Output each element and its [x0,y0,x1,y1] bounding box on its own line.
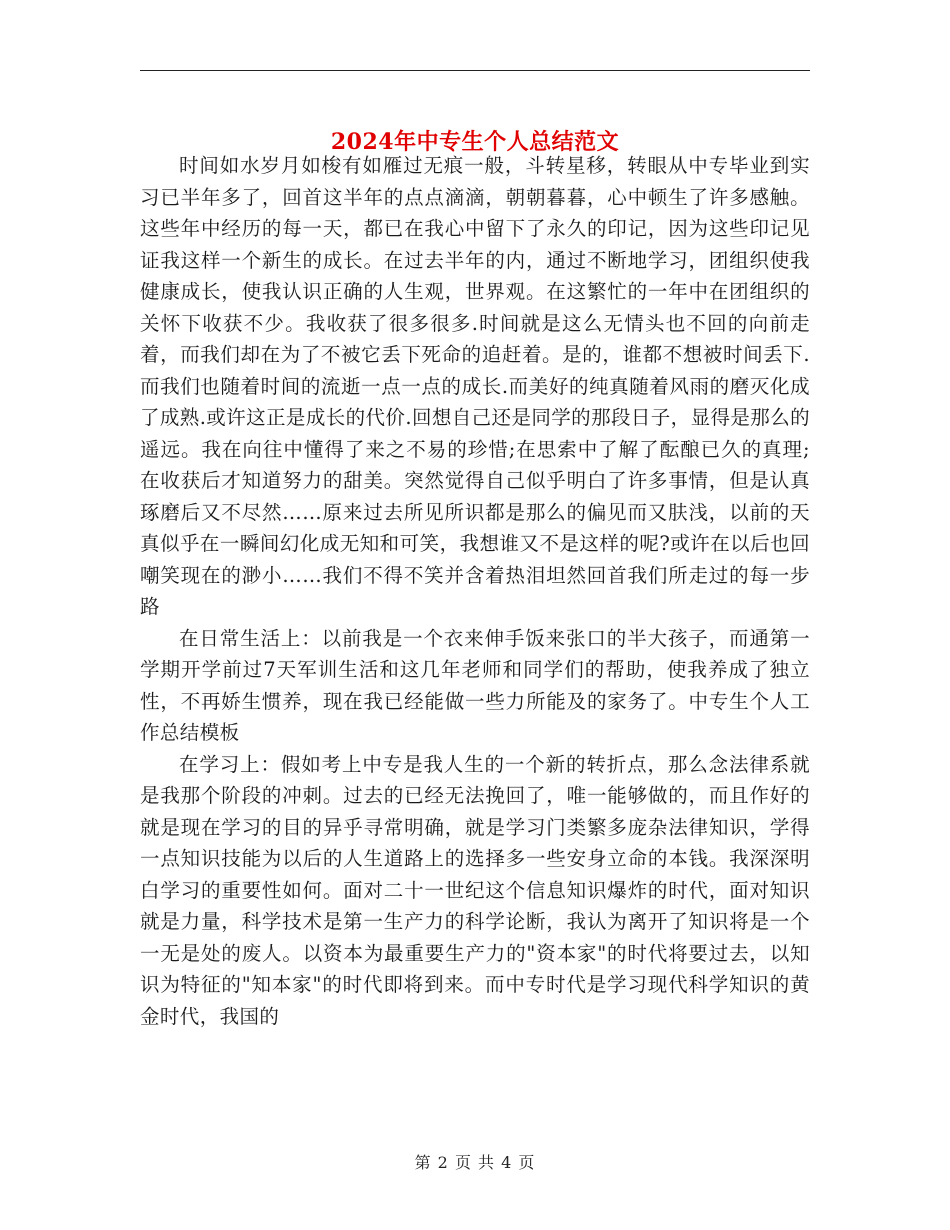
page-number: 第 2 页 共 4 页 [414,1153,536,1172]
paragraph-daily-life: 在日常生活上：以前我是一个衣来伸手饭来张口的半大孩子，而通第一学期开学前过7天军训生活和这几年老师和同学们的帮助，使我养成了独立性，不再娇生惯养，现在我已经能做一些力所能及的家务了。中专生个人工作总结模板 [140,626,810,744]
paragraph-study: 在学习上：假如考上中专是我人生的一个新的转折点，那么念法律系就是我那个阶段的冲刺。过去的已经无法挽回了，唯一能够做的，而且作好的就是现在学习的目的异乎寻常明确，就是学习门类繁多庞杂法律知识，学得一点知识技能为以后的人生道路上的选择多一些安身立命的本钱。我深深明白学习的重要性如何。面对二十一世纪这个信息知识爆炸的时代，面对知识就是力量，科学技术是第一生产力的科学论断，我认为离开了知识将是一个一无是处的废人。以资本为最重要生产力的"资本家"的时代将要过去，以知识为特征的"知本家"的时代即将到来。而中专时代是学习现代科学知识的黄金时代，我国的 [140,752,810,1028]
header-rule [140,70,810,71]
document-title: 2024年中专生个人总结范文 [330,128,620,155]
document-body [140,150,810,1032]
paragraph-intro: 时间如水岁月如梭有如雁过无痕一般，斗转星移，转眼从中专毕业到实习已半年多了，回首这半年的点点滴滴，朝朝暮暮，心中顿生了许多感触。这些年中经历的每一天，都已在我心中留下了永久的印记，因为这些印记见证我这样一个新生的成长。在过去半年的内，通过不断地学习，团组织使我健康成长，使我认识正确的人生观，世界观。在这繁忙的一年中在团组织的关怀下收获不少。我收获了很多很多.时间就是这么无情头也不回的向前走着，而我们却在为了不被它丢下死命的追赶着。是的，谁都不想被时间丢下.而我们也随着时间的流逝一点一点的成长.而美好的纯真随着风雨的磨灭化成了成熟.或许这正是成长的代价.回想自己还是同学的那段日子，显得是那么的遥远。我在向往中懂得了来之不易的珍惜;在思索中了解了酝酿已久的真理;在收获后才知道努力的甜美。突然觉得自己似乎明白了许多事情，但是认真琢磨后又不尽然……原来过去所见所识都是那么的偏见而又肤浅，以前的天真似乎在一瞬间幻化成无知和可笑，我想谁又不是这样的呢?或许在以后也回嘲笑现在的渺小……我们不得不笑并含着热泪坦然回首我们所走过的每一步路 [140,154,810,618]
